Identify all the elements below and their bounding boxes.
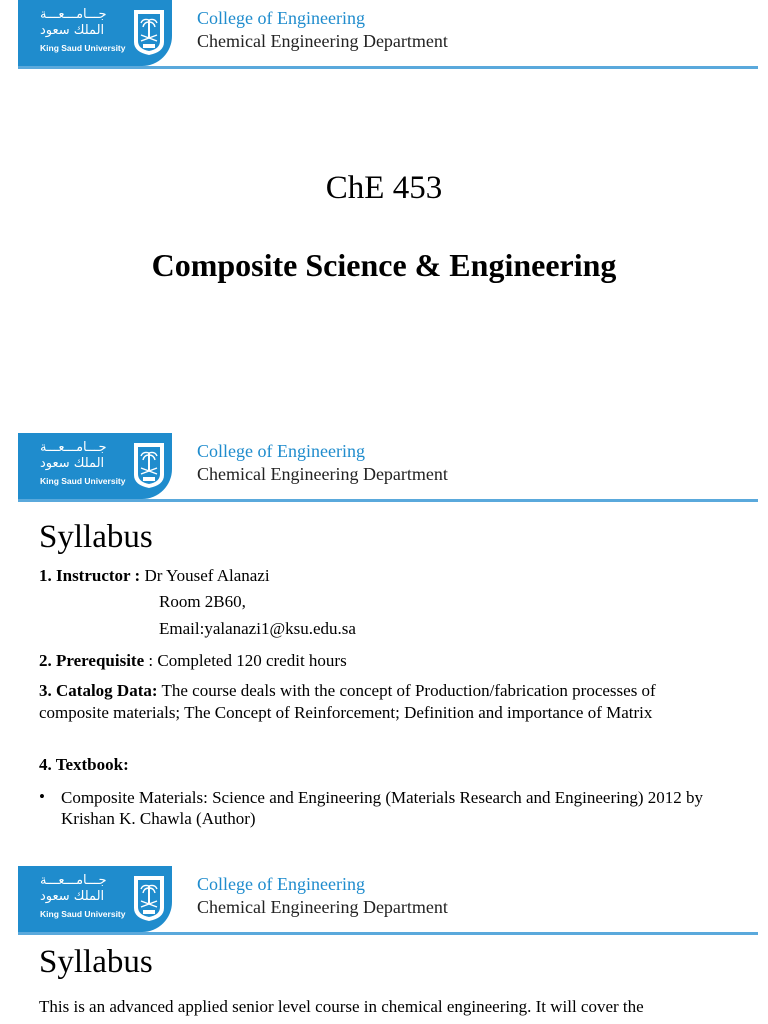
logo-english: King Saud University xyxy=(40,43,126,53)
instructor-name: Dr Yousef Alanazi xyxy=(144,566,270,585)
ksu-logo xyxy=(18,0,172,66)
logo-arabic-line2: الملك سعود xyxy=(40,23,105,38)
prerequisite-label: 2. Prerequisite xyxy=(39,651,145,670)
instructor-label: 1. Instructor : xyxy=(39,566,141,585)
textbook-label: 4. Textbook: xyxy=(39,755,129,774)
header-divider xyxy=(18,66,758,69)
course-code: ChE 453 xyxy=(325,170,443,206)
college-name: College of Engineering xyxy=(197,441,365,461)
instructor-room: Room 2B60, xyxy=(159,592,246,611)
department-name: Chemical Engineering Department xyxy=(197,897,448,917)
department-name: Chemical Engineering Department xyxy=(197,31,448,51)
logo-arabic-line1: جـــامـــعـــة xyxy=(40,440,107,455)
instructor-line xyxy=(39,566,270,586)
prerequisite-line xyxy=(39,651,347,671)
catalog-line-1 xyxy=(39,681,656,701)
logo-arabic-line1: جـــامـــعـــة xyxy=(40,873,107,888)
palm-swords-emblem-icon xyxy=(132,441,166,489)
college-name: College of Engineering xyxy=(197,874,365,894)
logo-arabic-line2: الملك سعود xyxy=(40,889,105,904)
slide-header xyxy=(0,433,768,503)
logo-arabic-line1: جـــامـــعـــة xyxy=(40,7,107,22)
slide-heading: Syllabus xyxy=(39,944,153,980)
catalog-label: 3. Catalog Data: xyxy=(39,681,158,700)
prerequisite-text: : Completed 120 credit hours xyxy=(148,651,347,670)
college-name: College of Engineering xyxy=(197,8,365,28)
logo-english: King Saud University xyxy=(40,909,126,919)
department-name: Chemical Engineering Department xyxy=(197,464,448,484)
palm-swords-emblem-icon xyxy=(132,874,166,922)
catalog-text-1: The course deals with the concept of Production/fabrication processes of xyxy=(161,681,656,700)
header-divider xyxy=(18,499,758,502)
logo-arabic-line2: الملك سعود xyxy=(40,456,105,471)
course-description: This is an advanced applied senior level course in chemical engineering. It will cover the xyxy=(39,997,644,1016)
course-title: Composite Science & Engineering xyxy=(151,247,617,283)
catalog-text-2: composite materials; The Concept of Reinforcement; Definition and importance of Matrix xyxy=(39,703,653,722)
textbook-bullet-text: Composite Materials: Science and Engineering (Materials Research and Engineering) 2012 by Krishan K. Chawla (Author) xyxy=(61,788,704,828)
bullet-dot-icon: • xyxy=(39,787,45,806)
textbook-line xyxy=(39,755,129,775)
title-slide xyxy=(0,0,768,433)
slide-header xyxy=(0,0,768,70)
header-divider xyxy=(18,932,758,935)
slide-heading: Syllabus xyxy=(39,519,153,555)
syllabus-slide-1 xyxy=(0,433,768,866)
palm-swords-emblem-icon xyxy=(132,8,166,56)
ksu-logo xyxy=(18,866,172,932)
instructor-email: Email:yalanazi1@ksu.edu.sa xyxy=(159,619,356,638)
syllabus-slide-2 xyxy=(0,866,768,1024)
ksu-logo xyxy=(18,433,172,499)
logo-english: King Saud University xyxy=(40,476,126,486)
slide-header xyxy=(0,866,768,936)
